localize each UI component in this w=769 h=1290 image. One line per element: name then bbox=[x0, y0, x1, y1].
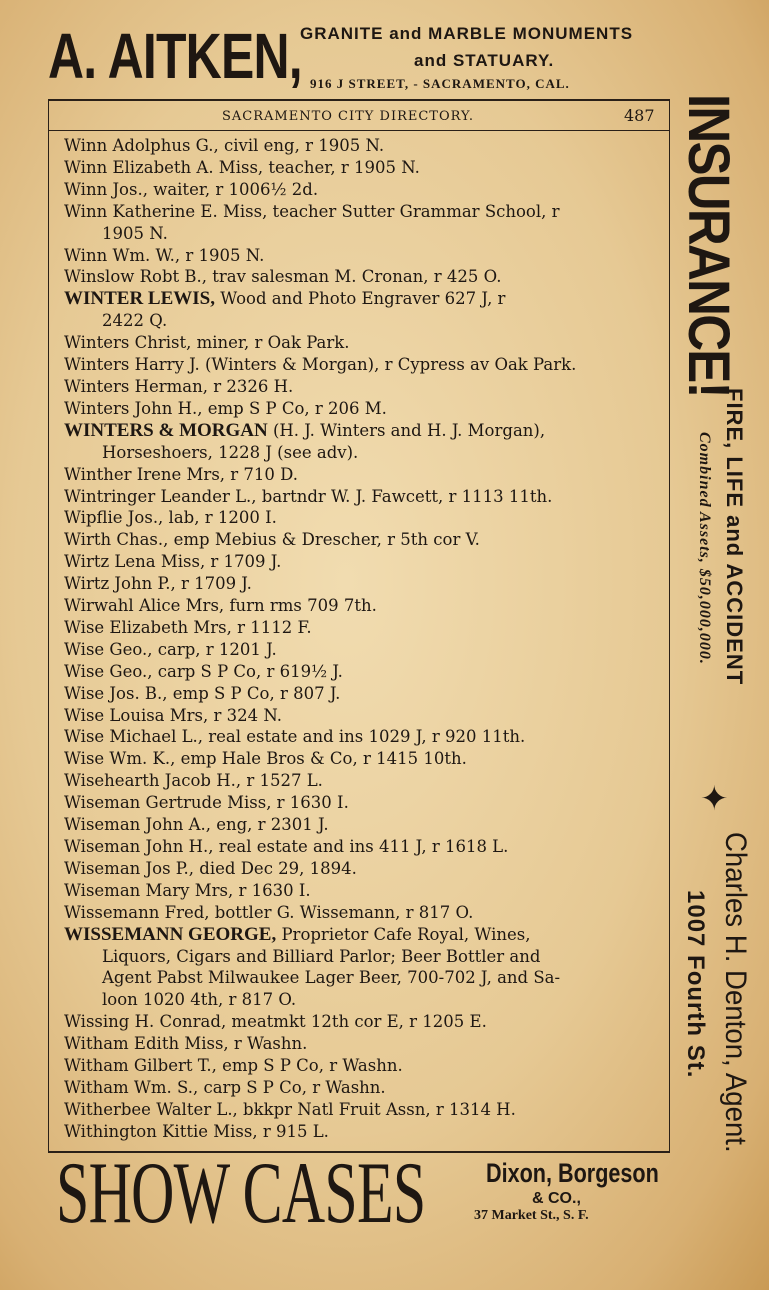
entry-text: Wood and Photo Engraver 627 J, r bbox=[215, 289, 506, 309]
entry-text: Winther Irene Mrs, r 710 D. bbox=[64, 464, 299, 484]
directory-entry bbox=[64, 376, 664, 398]
directory-entries bbox=[64, 135, 664, 1143]
aitken-address: 916 J STREET, - SACRAMENTO, CAL. bbox=[310, 76, 570, 91]
page-title: SACRAMENTO CITY DIRECTORY. bbox=[222, 109, 475, 124]
entry-text: Witherbee Walter L., bkkpr Natl Fruit Assn, r 1314 H. bbox=[64, 1099, 516, 1119]
directory-entry bbox=[64, 1033, 664, 1055]
directory-entry bbox=[64, 398, 664, 420]
entry-text: Winn Adolphus G., civil eng, r 1905 N. bbox=[64, 136, 385, 155]
directory-entry bbox=[64, 617, 664, 639]
entry-continuation: 1905 N. bbox=[102, 223, 168, 243]
entry-text: Wintringer Leander L., bartndr W. J. Fawcett, r 1113 11th. bbox=[64, 486, 553, 506]
directory-entry bbox=[64, 902, 664, 924]
entry-text: Wirwahl Alice Mrs, furn rms 709 7th. bbox=[64, 596, 377, 616]
insurance-subline: FIRE, LIFE and ACCIDENT bbox=[722, 388, 747, 686]
insurance-headline: INSURANCE! bbox=[676, 94, 741, 397]
entry-text: Wise Louisa Mrs, r 324 N. bbox=[64, 705, 283, 725]
right-rule bbox=[669, 99, 670, 1151]
directory-entry bbox=[64, 1121, 664, 1143]
directory-entry bbox=[64, 1099, 664, 1121]
directory-entry bbox=[64, 924, 664, 1012]
entry-continuation: Horseshoers, 1228 J (see adv). bbox=[102, 442, 359, 462]
entry-text: Wissemann Fred, bottler G. Wissemann, r 817 O. bbox=[64, 902, 474, 922]
entry-text: Winters Herman, r 2326 H. bbox=[64, 376, 294, 396]
directory-entry bbox=[64, 770, 664, 792]
directory-entry bbox=[64, 201, 664, 245]
entry-text: Wise Wm. K., emp Hale Bros & Co, r 1415 10th. bbox=[64, 749, 467, 769]
entry-text: Wiseman Mary Mrs, r 1630 I. bbox=[64, 880, 311, 900]
entry-bold-name: WISSEMANN GEORGE, bbox=[64, 923, 277, 945]
entry-text: Wirtz Lena Miss, r 1709 J. bbox=[64, 552, 282, 572]
directory-entry bbox=[64, 420, 664, 464]
dixon-firm: Dixon, Borgeson bbox=[486, 1158, 659, 1188]
entry-text: Wise Elizabeth Mrs, r 1112 F. bbox=[64, 617, 312, 637]
directory-entry bbox=[64, 157, 664, 179]
entry-text: Winters Christ, miner, r Oak Park. bbox=[64, 333, 350, 353]
entry-text: Wise Geo., carp S P Co, r 619½ J. bbox=[64, 661, 343, 681]
agent-address: 1007 Fourth St. bbox=[682, 890, 709, 1079]
directory-entry bbox=[64, 1011, 664, 1033]
directory-entry bbox=[64, 1077, 664, 1099]
directory-entry bbox=[64, 464, 664, 486]
directory-entry bbox=[64, 880, 664, 902]
directory-entry bbox=[64, 179, 664, 201]
entry-text: Wirtz John P., r 1709 J. bbox=[64, 574, 252, 594]
show-cases-headline: SHOW CASES bbox=[56, 1145, 426, 1242]
entry-text: Wirth Chas., emp Mebius & Drescher, r 5th cor V. bbox=[64, 530, 480, 550]
aitken-line-1: GRANITE and MARBLE MONUMENTS bbox=[300, 24, 634, 43]
ornament-icon: ✦ bbox=[700, 779, 729, 819]
aitken-line-2: and STATUARY. bbox=[414, 51, 555, 70]
directory-entry bbox=[64, 245, 664, 267]
directory-entry bbox=[64, 814, 664, 836]
entry-text: Proprietor Cafe Royal, Wines, bbox=[276, 924, 531, 944]
entry-text: (H. J. Winters and H. J. Morgan), bbox=[267, 420, 546, 440]
dixon-address: 37 Market St., S. F. bbox=[474, 1208, 589, 1223]
entry-text: Winn Katherine E. Miss, teacher Sutter Grammar School, r bbox=[64, 201, 560, 221]
directory-entry bbox=[64, 858, 664, 880]
entry-text: Winters Harry J. (Winters & Morgan), r Cypress av Oak Park. bbox=[64, 355, 577, 375]
entry-text: Winn Elizabeth A. Miss, teacher, r 1905 N. bbox=[64, 157, 420, 177]
dixon-firm-co: & CO., bbox=[532, 1190, 581, 1207]
directory-entry bbox=[64, 683, 664, 705]
entry-continuation: Agent Pabst Milwaukee Lager Beer, 700-702 J, and Sa- bbox=[102, 968, 561, 988]
directory-entry bbox=[64, 661, 664, 683]
entry-text: Wise Michael L., real estate and ins 1029 J, r 920 11th. bbox=[64, 727, 526, 747]
top-rule bbox=[48, 99, 670, 101]
directory-entry bbox=[64, 354, 664, 376]
directory-entry bbox=[64, 748, 664, 770]
entry-text: Winn Jos., waiter, r 1006½ 2d. bbox=[64, 179, 319, 199]
directory-entry bbox=[64, 266, 664, 288]
directory-entry bbox=[64, 726, 664, 748]
entry-text: Wissing H. Conrad, meatmkt 12th cor E, r 1205 E. bbox=[64, 1012, 487, 1032]
directory-entry bbox=[64, 836, 664, 858]
entry-bold-name: WINTER LEWIS, bbox=[64, 288, 215, 310]
entry-text: Witham Edith Miss, r Washn. bbox=[64, 1034, 308, 1054]
entry-text: Wise Geo., carp, r 1201 J. bbox=[64, 639, 277, 659]
directory-entry bbox=[64, 1055, 664, 1077]
directory-entry bbox=[64, 486, 664, 508]
entry-text: Wiseman John A., eng, r 2301 J. bbox=[64, 815, 329, 835]
directory-entry bbox=[64, 529, 664, 551]
entry-text: Wiseman John H., real estate and ins 411 J, r 1618 L. bbox=[64, 837, 509, 856]
entry-text: Wipflie Jos., lab, r 1200 I. bbox=[64, 508, 277, 528]
directory-entry bbox=[64, 792, 664, 814]
header-rule bbox=[48, 130, 670, 131]
directory-entry bbox=[64, 332, 664, 354]
entry-continuation: Liquors, Cigars and Billiard Parlor; Beer Bottler and bbox=[102, 946, 541, 966]
entry-continuation: loon 1020 4th, r 817 O. bbox=[102, 990, 297, 1010]
directory-entry bbox=[64, 507, 664, 529]
entry-continuation: 2422 Q. bbox=[102, 311, 168, 331]
insurance-assets: Combined Assets, $50,000,000. bbox=[696, 432, 713, 665]
entry-text: Withington Kittie Miss, r 915 L. bbox=[64, 1121, 329, 1141]
entry-text: Wiseman Gertrude Miss, r 1630 I. bbox=[64, 793, 349, 813]
entry-text: Wise Jos. B., emp S P Co, r 807 J. bbox=[64, 683, 341, 703]
entry-text: Winn Wm. W., r 1905 N. bbox=[64, 245, 265, 265]
entry-text: Winters John H., emp S P Co, r 206 M. bbox=[64, 398, 387, 418]
entry-text: Witham Gilbert T., emp S P Co, r Washn. bbox=[64, 1056, 403, 1076]
directory-entry bbox=[64, 135, 664, 157]
page-number: 487 bbox=[624, 106, 655, 125]
entry-bold-name: WINTERS & MORGAN bbox=[64, 419, 268, 441]
directory-entry bbox=[64, 573, 664, 595]
entry-text: Witham Wm. S., carp S P Co, r Washn. bbox=[64, 1077, 386, 1097]
directory-entry bbox=[64, 551, 664, 573]
entry-text: Wisehearth Jacob H., r 1527 L. bbox=[64, 771, 323, 791]
left-rule bbox=[48, 99, 49, 1151]
directory-entry bbox=[64, 639, 664, 661]
agent-name: Charles H. Denton, Agent. bbox=[719, 832, 752, 1153]
directory-entry bbox=[64, 705, 664, 727]
entry-text: Wiseman Jos P., died Dec 29, 1894. bbox=[64, 858, 357, 878]
directory-entry bbox=[64, 595, 664, 617]
directory-entry bbox=[64, 288, 664, 332]
entry-text: Winslow Robt B., trav salesman M. Cronan, r 425 O. bbox=[64, 267, 502, 287]
aitken-name: A. AITKEN, bbox=[48, 20, 302, 92]
